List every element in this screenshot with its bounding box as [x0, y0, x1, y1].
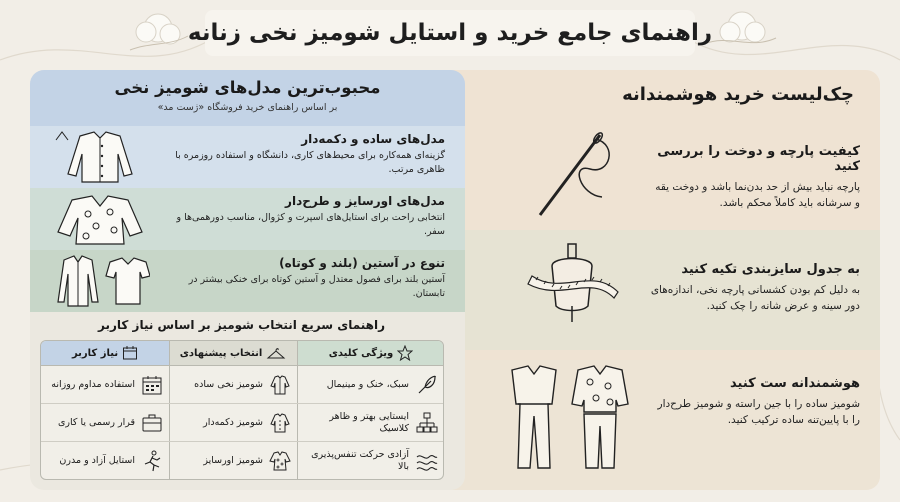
- sleeve-variants-icon: [50, 254, 150, 308]
- mannequin-tape-icon: [522, 236, 622, 326]
- hanger-icon: [266, 346, 286, 360]
- table-cell-user-need: استایل آزاد و مدرن: [41, 443, 169, 479]
- calendar-icon: [122, 345, 138, 361]
- title-banner: [187, 10, 713, 56]
- table-cell-selection: شومیز نخی ساده: [169, 367, 297, 403]
- checklist-item-title: کیفیت پارچه و دوخت را بررسی کنید: [657, 144, 860, 174]
- checklist-item-title: به جدول سایزبندی تکیه کنید: [681, 262, 860, 277]
- header-feature-label: ویژگی کلیدی: [328, 347, 394, 359]
- button-shirt-icon: [269, 412, 291, 434]
- checklist-item-text: پارچه نباید بیش از حد بدن‌نما باشد و دوخت یقه و سرشانه باید کاملاً محکم باشد.: [655, 181, 860, 210]
- model-text: آستین بلند برای فصول معتدل و آستین کوتاه برای خنکی بیشتر در تابستان.: [188, 274, 445, 300]
- checklist-item: [650, 144, 860, 212]
- header-user-label: نیاز کاربر: [71, 347, 119, 359]
- models-title: محبوب‌ترین مدل‌های شومیز نخی: [114, 78, 381, 97]
- model-title: مدل‌های ساده و دکمه‌دار: [301, 132, 445, 146]
- guide-title: راهنمای سریع انتخاب شومیز بر اساس نیاز کاربر: [98, 318, 385, 332]
- running-person-icon: [141, 450, 163, 472]
- table-cell-user-need: قرار رسمی یا کاری: [41, 405, 169, 441]
- checklist-item-text: به دلیل کم بودن کشسانی پارچه نخی، اندازه‌های دور سینه و عرض شانه را چک کنید.: [650, 284, 860, 313]
- checklist-item: [650, 262, 860, 315]
- breathable-fabric-icon: [415, 449, 439, 473]
- hierarchy-icon: [415, 411, 439, 435]
- oversize-blouse-icon: [50, 192, 150, 246]
- shirt-icon: [269, 374, 291, 396]
- header-selection-label: انتخاب پیشنهادی: [179, 347, 263, 359]
- checklist-title: چک‌لیست خرید هوشمندانه: [622, 84, 854, 105]
- table-cell-selection: شومیز اورسایز: [169, 443, 297, 479]
- model-text: گزینه‌ای همه‌کاره برای محیط‌های کاری، دانشگاه و استفاده روزمره با ظاهری مرتب.: [175, 150, 445, 176]
- outfits-icon: [504, 360, 634, 475]
- smart-checklist-panel: [440, 70, 880, 490]
- cotton-flower-icon: [120, 6, 190, 56]
- models-header: [30, 70, 465, 126]
- quick-guide-table: [40, 340, 444, 480]
- header-selection: [169, 341, 297, 365]
- model-title: مدل‌های اورسایز و طرح‌دار: [285, 194, 445, 208]
- header-feature: [297, 341, 444, 365]
- models-subtitle: بر اساس راهنمای خرید فروشگاه «ژست مد»: [157, 102, 338, 113]
- model-row: [30, 126, 465, 188]
- checklist-item-title: هوشمندانه ست کنید: [730, 376, 860, 391]
- popular-models-panel: [30, 70, 465, 490]
- table-cell-selection: شومیز دکمه‌دار: [169, 405, 297, 441]
- oversize-shirt-icon: [269, 450, 291, 472]
- model-text: انتخابی راحت برای استایل‌های اسپرت و کژوال، مناسب دورهمی‌ها و سفر.: [176, 212, 445, 238]
- calendar-icon: [141, 374, 163, 396]
- model-title: تنوع در آستین (بلند و کوتاه): [279, 256, 445, 270]
- star-icon: [397, 345, 413, 361]
- table-cell-user-need: استفاده مداوم روزانه: [41, 367, 169, 403]
- page-title: راهنمای جامع خرید و استایل شومیز نخی زنانه: [187, 20, 713, 46]
- model-row: [30, 188, 465, 250]
- feather-icon: [415, 373, 439, 397]
- needle-thread-icon: [530, 125, 620, 225]
- checklist-item-text: شومیز ساده را با جین راسته و شومیز طرح‌دار را با پایین‌تنه ساده ترکیب کنید.: [657, 398, 860, 427]
- table-cell-feature: ایستایی بهتر و ظاهر کلاسیک: [297, 405, 444, 441]
- table-cell-feature: آزادی حرکت تنفس‌پذیری بالا: [297, 443, 444, 479]
- table-cell-feature: سبک، خنک و مینیمال: [297, 367, 444, 403]
- button-shirt-icon: [50, 130, 150, 184]
- briefcase-icon: [141, 412, 163, 434]
- header-user-need: [41, 341, 169, 365]
- checklist-item: [650, 376, 860, 429]
- model-row: [30, 250, 465, 312]
